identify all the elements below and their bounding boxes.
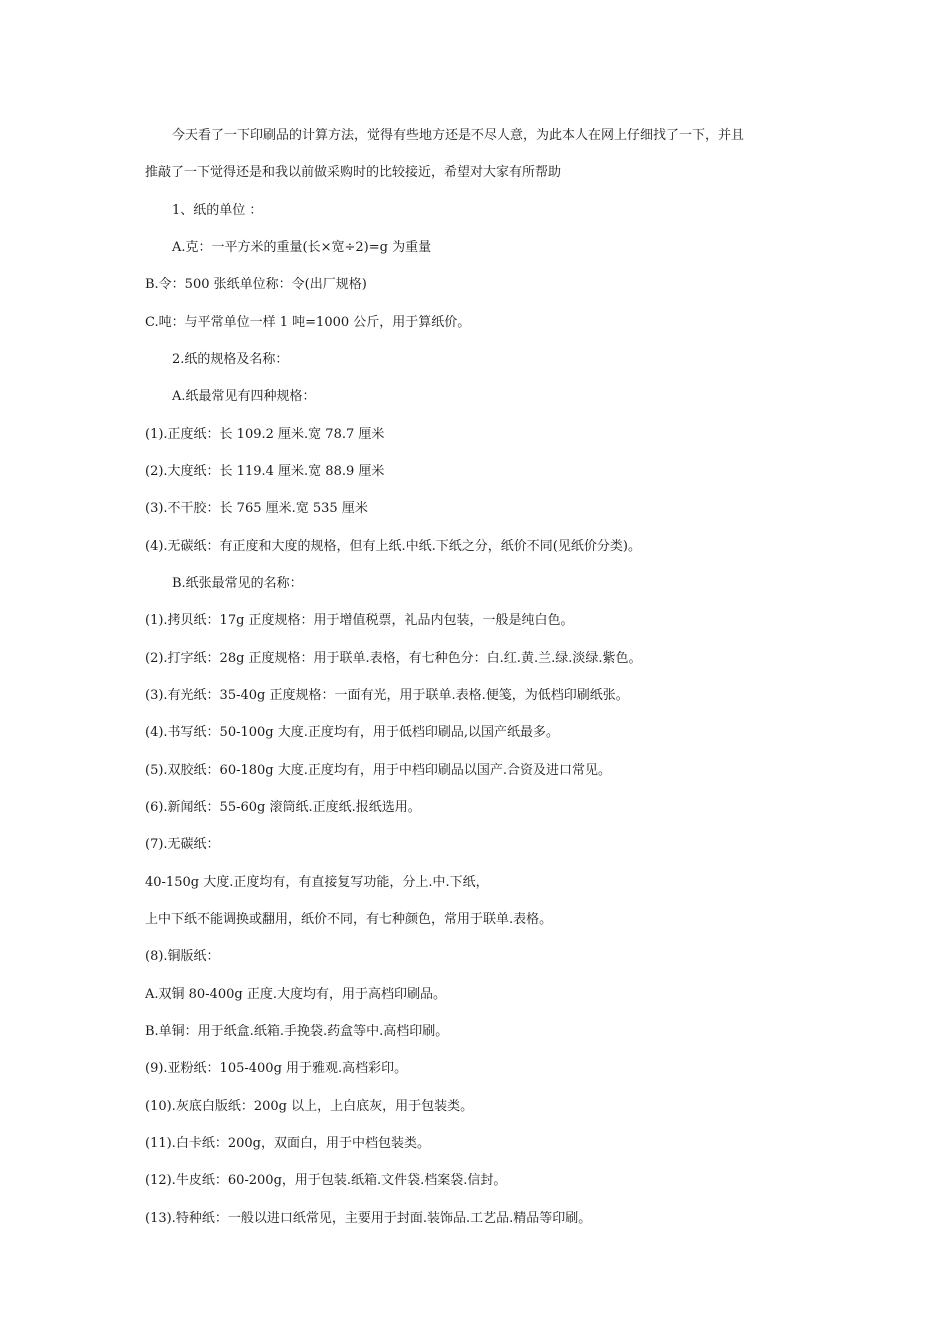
unit-gram: A.克：一平方米的重量(长×宽÷2)=g 为重量 [172, 240, 432, 255]
paper-name-detail: B.单铜：用于纸盒.纸箱.手挽袋.药盒等中.高档印刷。 [145, 1024, 449, 1039]
size-item: (2).大度纸：长 119.4 厘米.宽 88.9 厘米 [145, 464, 385, 479]
unit-ream: B.令：500 张纸单位称：令(出厂规格) [145, 277, 367, 292]
paper-name-item: (1).拷贝纸：17g 正度规格：用于增值税票，礼品内包装，一般是纯白色。 [145, 613, 574, 628]
paper-name-item: (6).新闻纸：55-60g 滚筒纸.正度纸.报纸选用。 [145, 800, 421, 815]
paper-name-item: (13).特种纸：一般以进口纸常见，主要用于封面.装饰品.工艺品.精品等印刷。 [145, 1211, 592, 1226]
paper-name-item: (5).双胶纸：60-180g 大度.正度均有，用于中档印刷品以国产.合资及进口常见。 [145, 763, 612, 778]
paper-name-item: (8).铜版纸： [145, 949, 220, 964]
size-item: (4).无碳纸：有正度和大度的规格，但有上纸.中纸.下纸之分，纸价不同(见纸价分类)。 [145, 539, 641, 554]
paper-name-item: (2).打字纸：28g 正度规格：用于联单.表格，有七种色分：白.红.黄.兰.绿.淡绿.紫色。 [145, 651, 642, 666]
intro-paragraph-line-2: 推敲了一下觉得还是和我以前做采购时的比较接近，希望对大家有所帮助 [145, 165, 562, 180]
paper-name-item: (10).灰底白版纸：200g 以上，上白底灰，用于包装类。 [145, 1099, 474, 1114]
paper-name-item: (11).白卡纸：200g，双面白，用于中档包装类。 [145, 1136, 430, 1151]
subheading-paper-names: B.纸张最常见的名称： [172, 576, 303, 591]
unit-ton: C.吨：与平常单位一样 1 吨=1000 公斤，用于算纸价。 [145, 315, 471, 330]
paper-name-detail: 40-150g 大度.正度均有，有直接复写功能，分上.中.下纸， [145, 875, 489, 890]
paper-name-item: (4).书写纸：50-100g 大度.正度均有，用于低档印刷品,以国产纸最多。 [145, 725, 560, 740]
size-item: (3).不干胶：长 765 厘米.宽 535 厘米 [145, 501, 368, 516]
paper-name-item: (3).有光纸：35-40g 正度规格：一面有光，用于联单.表格.便笺，为低档印刷纸张。 [145, 688, 629, 703]
subheading-four-sizes: A.纸最常见有四种规格： [172, 389, 316, 404]
paper-name-item: (7).无碳纸： [145, 837, 220, 852]
size-item: (1).正度纸：长 109.2 厘米.宽 78.7 厘米 [145, 427, 385, 442]
paper-name-item: (9).亚粉纸：105-400g 用于雅观.高档彩印。 [145, 1061, 408, 1076]
section-heading-paper-units: 1、纸的单位 ： [172, 203, 263, 218]
paper-name-detail: A.双铜 80-400g 正度.大度均有，用于高档印刷品。 [145, 987, 446, 1002]
paper-name-detail: 上中下纸不能调换或翻用，纸价不同，有七种颜色，常用于联单.表格。 [145, 912, 553, 927]
intro-paragraph-line-1: 今天看了一下印刷品的计算方法，觉得有些地方还是不尽人意，为此本人在网上仔细找了一下，并且 [172, 128, 745, 143]
section-heading-paper-specs: 2.纸的规格及名称： [172, 352, 289, 367]
paper-name-item: (12).牛皮纸：60-200g，用于包装.纸箱.文件袋.档案袋.信封。 [145, 1173, 507, 1188]
